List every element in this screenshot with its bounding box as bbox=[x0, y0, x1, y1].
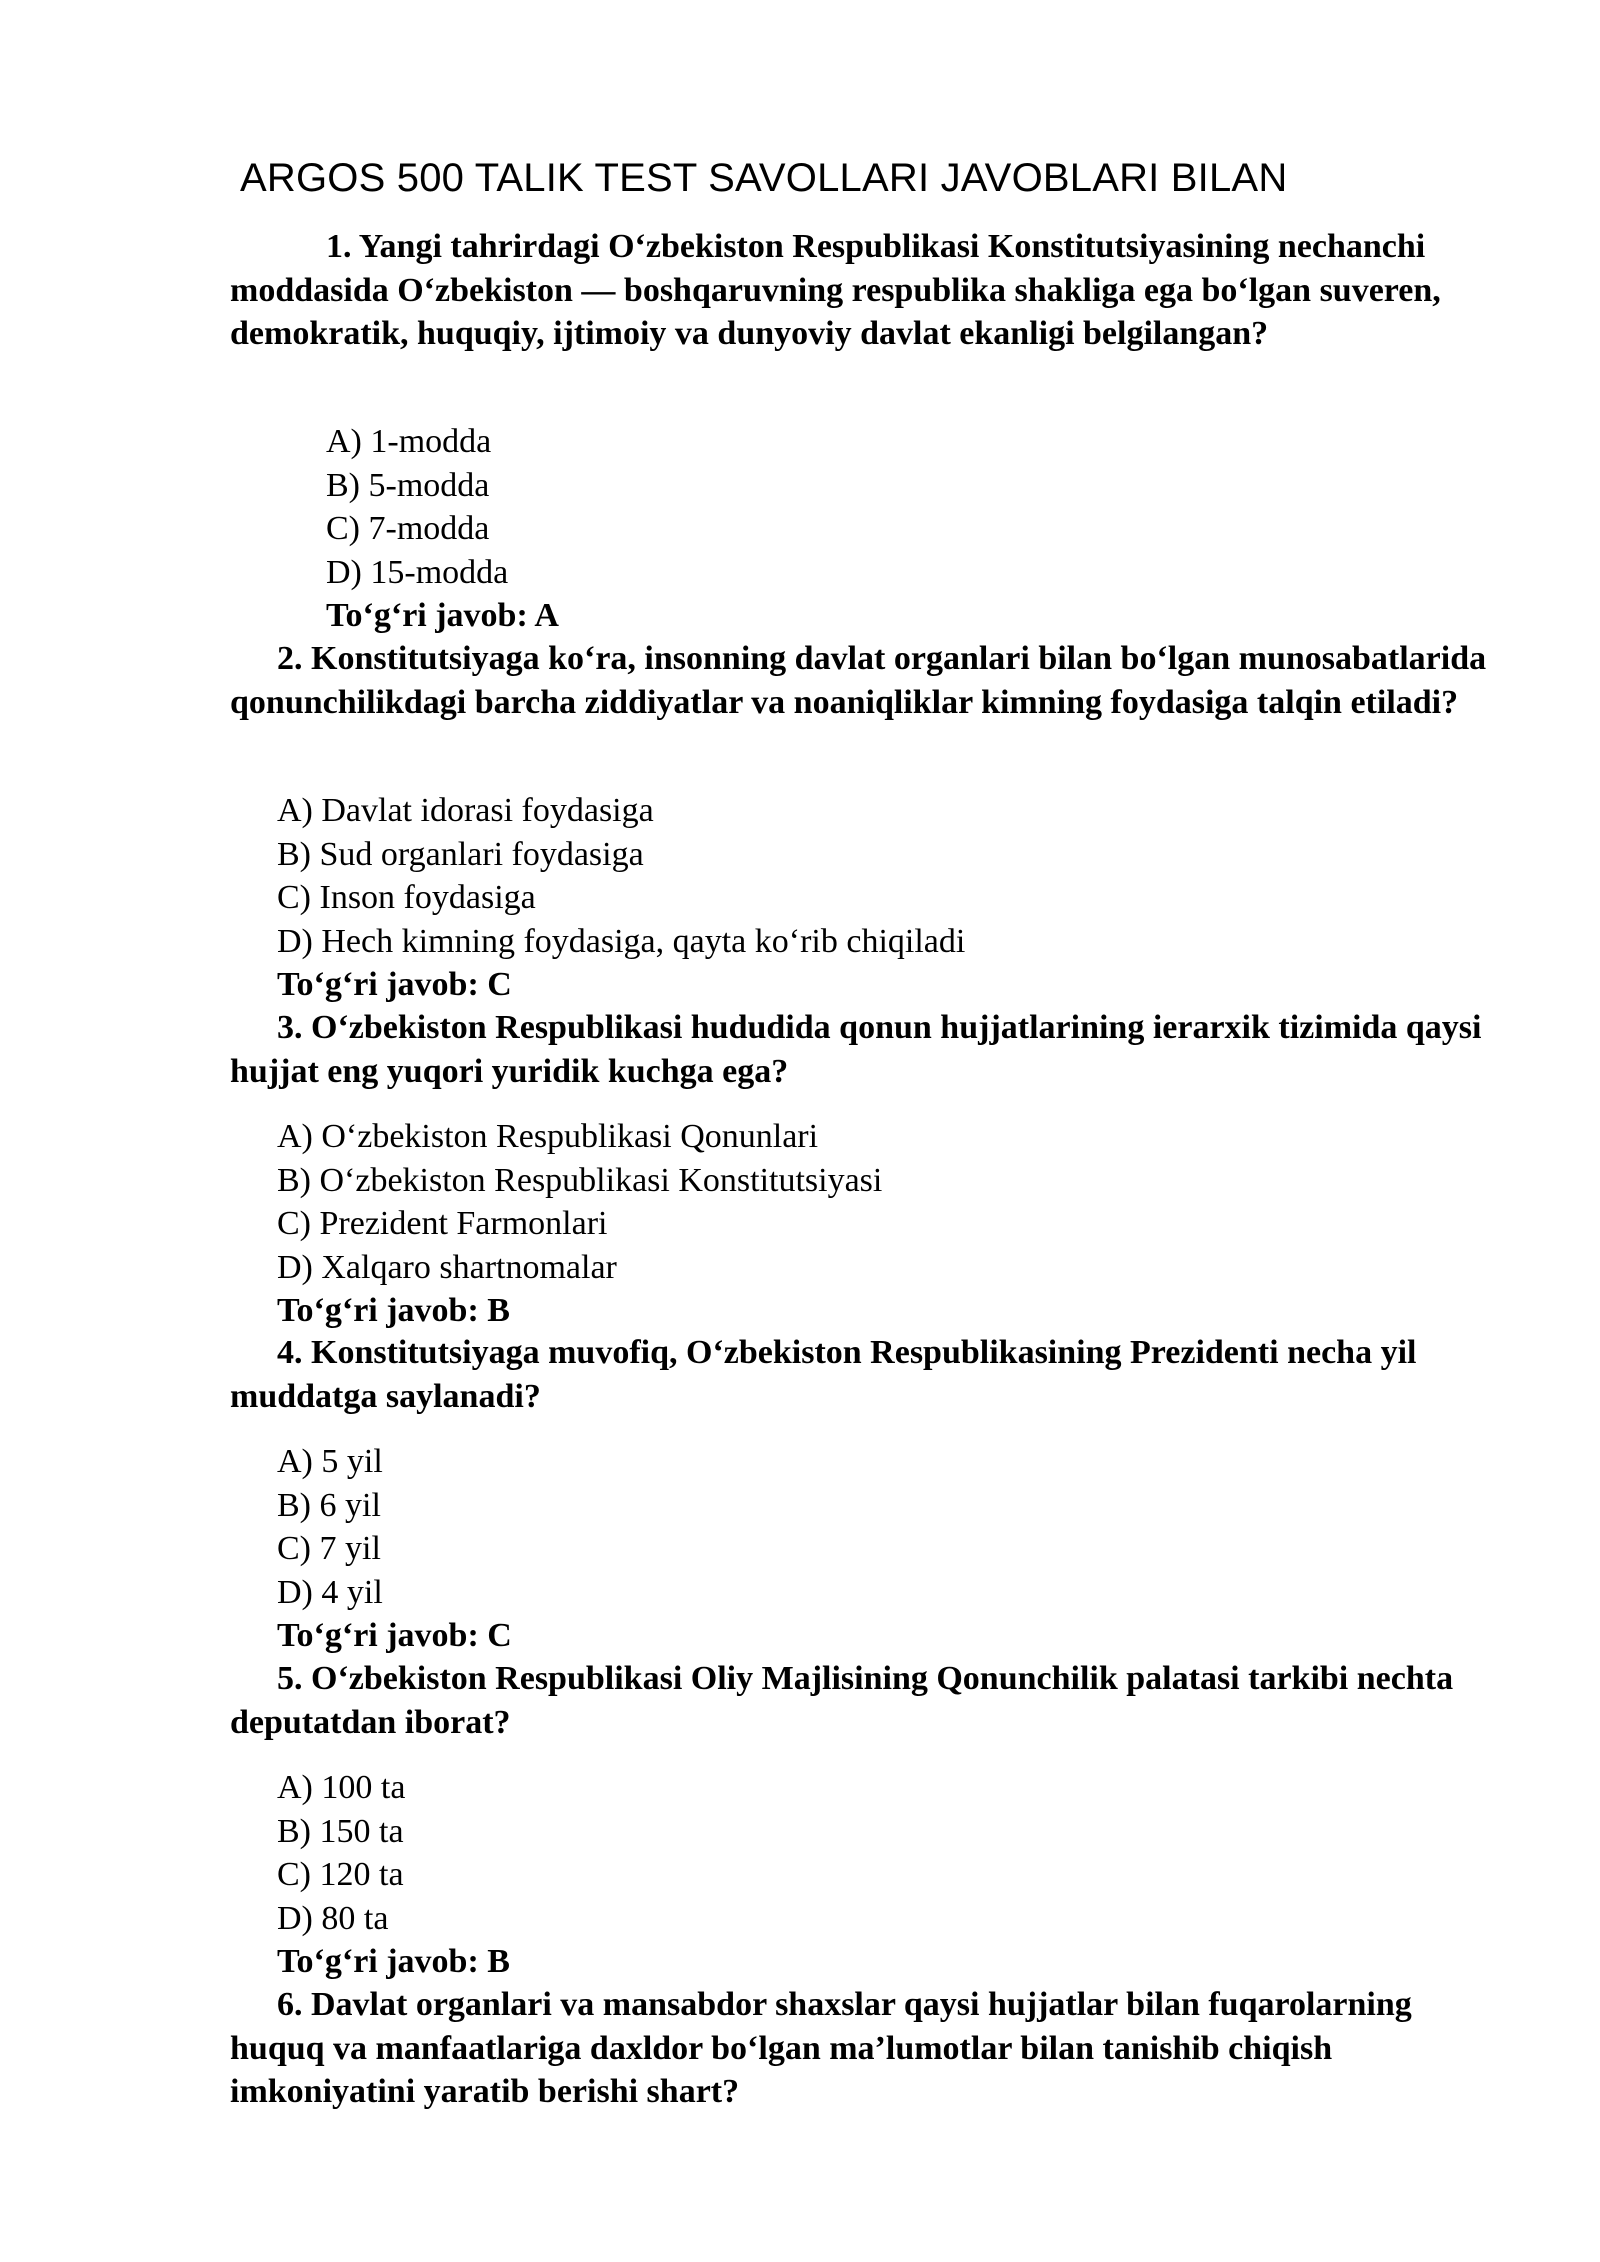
question-number: 2. bbox=[277, 640, 303, 677]
option-c: C) Prezident Farmonlari bbox=[277, 1205, 608, 1242]
question-text: O‘zbekiston Respublikasi Oliy Majlisining Qonunchilik palatasi tarkibi nechta deputatdan iborat? bbox=[230, 1660, 1454, 1741]
correct-answer: To‘g‘ri javob: A bbox=[326, 597, 559, 634]
question-text: Konstitutsiyaga ko‘ra, insonning davlat organlari bilan bo‘lgan munosabatlarida qonunchilikdagi barcha ziddiyatlar va noaniqliklar kimning foydasiga talqin etiladi? bbox=[230, 640, 1487, 721]
option-d: D) Xalqaro shartnomalar bbox=[277, 1248, 617, 1286]
question-number: 5. bbox=[277, 1660, 303, 1697]
question-text: Davlat organlari va mansabdor shaxslar qaysi hujjatlar bilan fuqarolarning huquq va manfaatlariga daxldor bo‘lgan ma’lumotlar bilan tanishib chiqish imkoniyatini yaratib berishi shart? bbox=[230, 1986, 1412, 2110]
correct-answer: To‘g‘ri javob: C bbox=[277, 1617, 512, 1654]
question-6 bbox=[230, 1983, 1510, 2114]
option-b: B) O‘zbekiston Respublikasi Konstitutsiyasi bbox=[277, 1161, 883, 1199]
option-a: A) O‘zbekiston Respublikasi Qonunlari bbox=[277, 1118, 819, 1155]
option-b: B) 5-modda bbox=[326, 466, 490, 504]
option-c: C) 7-modda bbox=[326, 510, 490, 547]
correct-answer: To‘g‘ri javob: B bbox=[277, 1943, 510, 1980]
option-a: A) 1-modda bbox=[326, 423, 492, 460]
options-3 bbox=[277, 1115, 882, 1333]
option-c: C) 120 ta bbox=[277, 1856, 404, 1893]
correct-answer: To‘g‘ri javob: B bbox=[277, 1292, 510, 1329]
question-3 bbox=[230, 1006, 1510, 1093]
question-1 bbox=[230, 225, 1510, 356]
question-5 bbox=[230, 1657, 1510, 1744]
question-text: Yangi tahrirdagi O‘zbekiston Respublikasi Konstitutsiyasining nechanchi moddasida O‘zbekiston — boshqaruvning respublika shakliga ega bo‘lgan suveren, demokratik, huquqiy, ijtimoiy va dunyoviy davlat ekanligi belgilangan? bbox=[230, 228, 1441, 352]
option-c: C) 7 yil bbox=[277, 1530, 381, 1567]
question-4 bbox=[230, 1331, 1510, 1418]
option-b: B) 6 yil bbox=[277, 1486, 381, 1524]
option-a: A) 5 yil bbox=[277, 1443, 383, 1480]
option-d: D) 15-modda bbox=[326, 553, 509, 591]
option-d: D) 4 yil bbox=[277, 1573, 383, 1611]
correct-answer: To‘g‘ri javob: C bbox=[277, 966, 512, 1003]
option-c: C) Inson foydasiga bbox=[277, 879, 536, 916]
question-number: 4. bbox=[277, 1334, 303, 1371]
options-5 bbox=[277, 1766, 510, 1984]
option-a: A) Davlat idorasi foydasiga bbox=[277, 792, 654, 829]
question-number: 1. bbox=[326, 228, 352, 265]
document-title: ARGOS 500 TALIK TEST SAVOLLARI JAVOBLARI BILAN bbox=[240, 156, 1288, 200]
question-number: 3. bbox=[277, 1009, 303, 1046]
option-d: D) 80 ta bbox=[277, 1899, 389, 1937]
question-text: Konstitutsiyaga muvofiq, O‘zbekiston Respublikasining Prezidenti necha yil muddatga saylanadi? bbox=[230, 1334, 1417, 1415]
options-4 bbox=[277, 1440, 512, 1658]
options-1 bbox=[326, 420, 559, 638]
option-a: A) 100 ta bbox=[277, 1769, 406, 1806]
options-2 bbox=[277, 789, 965, 1007]
question-2 bbox=[230, 637, 1510, 724]
question-text: O‘zbekiston Respublikasi hududida qonun hujjatlarining ierarxik tizimida qaysi hujjat eng yuqori yuridik kuchga ega? bbox=[230, 1009, 1482, 1090]
option-b: B) 150 ta bbox=[277, 1812, 404, 1850]
question-number: 6. bbox=[277, 1986, 303, 2023]
option-d: D) Hech kimning foydasiga, qayta ko‘rib chiqiladi bbox=[277, 922, 966, 960]
option-b: B) Sud organlari foydasiga bbox=[277, 835, 644, 873]
